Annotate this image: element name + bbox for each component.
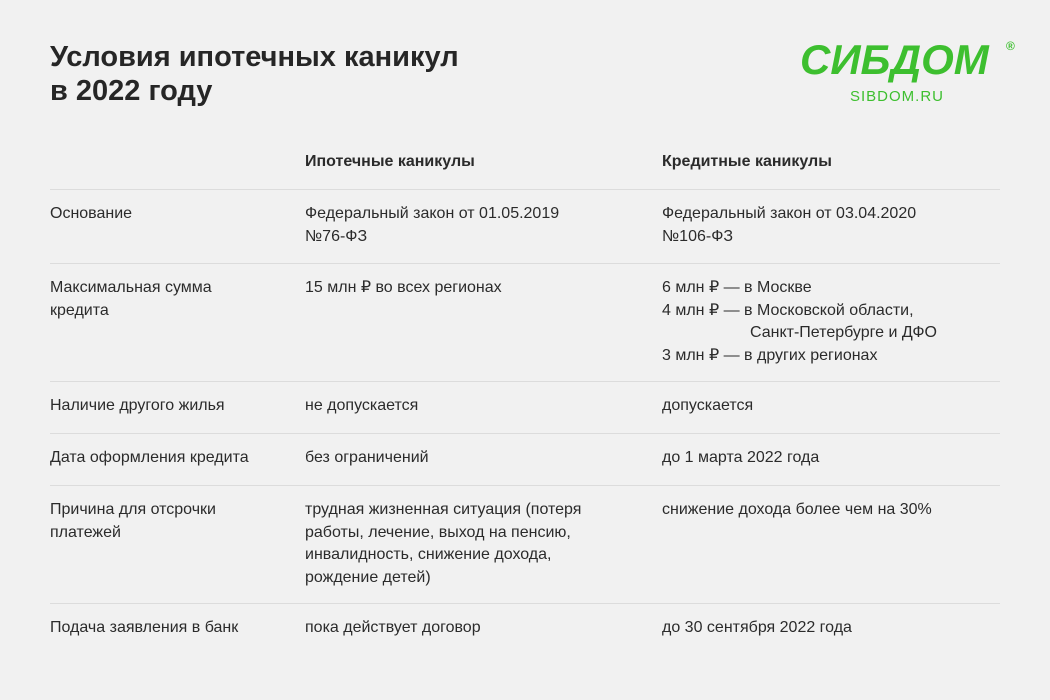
- comparison-table: [50, 140, 1000, 656]
- mortgage-cell-line: трудная жизненная ситуация (потеря: [305, 501, 582, 518]
- credit-cell-line: 4 млн ₽ — в Московской области,: [662, 301, 914, 319]
- header-credit-holidays: Кредитные каникулы: [662, 153, 832, 170]
- row-label: [50, 382, 305, 433]
- credit-cell-line: до 30 сентября 2022 года: [662, 619, 852, 636]
- row-label-line: Основание: [50, 205, 133, 222]
- credit-cell-line: Федеральный закон от 03.04.2020: [662, 205, 917, 222]
- header-criterion: [50, 140, 305, 189]
- row-label-line: Дата оформления кредита: [50, 449, 249, 466]
- row-label-line: Максимальная сумма: [50, 279, 212, 296]
- credit-cell: [662, 434, 1000, 485]
- mortgage-cell: [305, 382, 662, 433]
- row-label: [50, 486, 305, 603]
- row-label-line: платежей: [50, 523, 121, 541]
- credit-cell-line: 3 млн ₽ — в других регионах: [662, 346, 878, 364]
- mortgage-cell: [305, 190, 662, 263]
- credit-cell: [662, 604, 1000, 656]
- row-label-line: Подача заявления в банк: [50, 619, 239, 636]
- mortgage-cell: [305, 264, 662, 381]
- credit-cell: [662, 382, 1000, 433]
- mortgage-cell-line: без ограничений: [305, 449, 429, 466]
- mortgage-cell-line: пока действует договор: [305, 619, 481, 636]
- table-row-deferral-reason: [50, 486, 1000, 604]
- mortgage-cell-line: не допускается: [305, 397, 419, 414]
- row-label-line: Причина для отсрочки: [50, 501, 216, 518]
- sibdom-logo[interactable]: [800, 36, 1020, 105]
- credit-cell-line: Санкт-Петербурге и ДФО: [750, 324, 937, 341]
- row-label: [50, 264, 305, 381]
- page-title-line-1: Условия ипотечных каникул: [50, 41, 459, 73]
- credit-cell-line: №106-ФЗ: [662, 227, 734, 245]
- registered-mark: ®: [1006, 39, 1015, 53]
- mortgage-cell-line: №76-ФЗ: [305, 227, 368, 245]
- page-title-line-2: в 2022 году: [50, 75, 213, 107]
- credit-cell-line: 6 млн ₽ — в Москве: [662, 279, 812, 296]
- table-row-max-amount: [50, 264, 1000, 382]
- mortgage-cell-line: инвалидность, снижение дохода,: [305, 546, 552, 563]
- credit-cell-line: снижение дохода более чем на 30%: [662, 501, 932, 518]
- credit-cell-line: до 1 марта 2022 года: [662, 449, 820, 466]
- mortgage-cell: [305, 604, 662, 656]
- table-row-basis: [50, 190, 1000, 264]
- mortgage-cell-line: Федеральный закон от 01.05.2019: [305, 205, 560, 222]
- table-row-other-housing: [50, 382, 1000, 434]
- row-label: [50, 190, 305, 263]
- page-title: [50, 40, 459, 108]
- table-header-row: [50, 140, 1000, 190]
- table-row-loan-date: [50, 434, 1000, 486]
- credit-cell: [662, 190, 1000, 263]
- mortgage-cell-line: рождение детей): [305, 568, 431, 586]
- header-mortgage-holidays: Ипотечные каникулы: [305, 153, 475, 170]
- row-label: [50, 434, 305, 485]
- logo-wordmark: СИБДОМ: [800, 36, 989, 83]
- credit-cell: [662, 486, 1000, 603]
- table-row-application: [50, 604, 1000, 656]
- row-label-line: Наличие другого жилья: [50, 397, 225, 414]
- credit-cell-line: допускается: [662, 397, 754, 414]
- mortgage-cell: [305, 434, 662, 485]
- row-label: [50, 604, 305, 656]
- mortgage-cell: [305, 486, 662, 603]
- row-label-line: кредита: [50, 301, 109, 319]
- credit-cell: [662, 264, 1000, 381]
- mortgage-cell-line: 15 млн ₽ во всех регионах: [305, 279, 502, 296]
- logo-site-url[interactable]: SIBDOM.RU: [850, 88, 945, 105]
- mortgage-cell-line: работы, лечение, выход на пенсию,: [305, 523, 571, 541]
